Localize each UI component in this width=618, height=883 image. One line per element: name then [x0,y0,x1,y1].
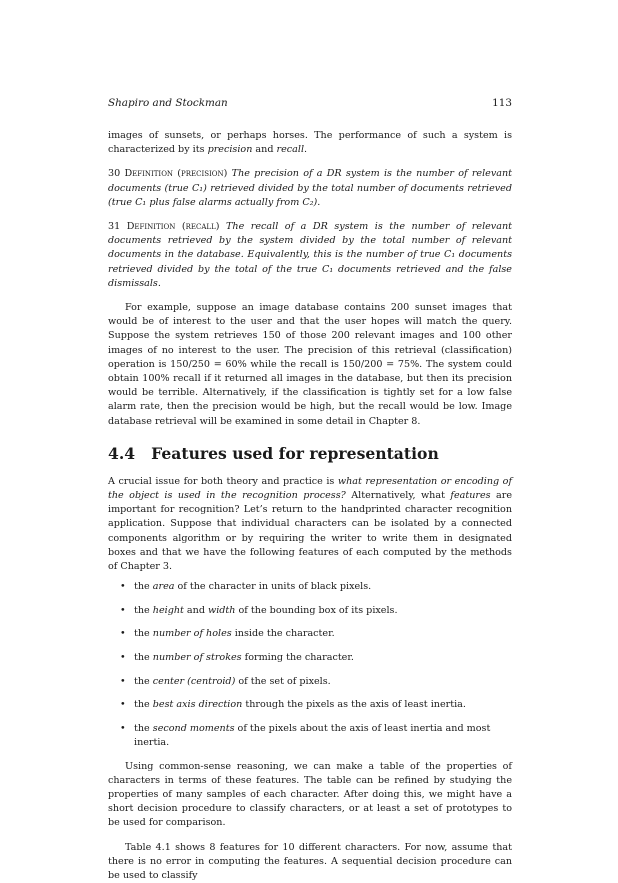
example-paragraph: For example, suppose an image database contains 200 sunset images that would be of interest to the user and that the user hopes will match the query. Suppose the system retrieves 150 of those 200 relevant images and 100 other images of no interest to the user. The precision of this retrieval (classification) operation is 150/250 = 60% while the recall is 150/200 = 75%. The system could obtain 100% recall if it returned all images in the database, but then its precision would be terrible. Alternatively, if the classification is tightly set for a low false alarm rate, then the precision would be high, but the recall would be low. Image database retrieval will be examined in some detail in Chapter 8. [108,302,512,427]
running-header [108,96,512,110]
section-title: Features used for representation [151,443,439,463]
bullet: • [120,652,126,664]
feature-list [108,580,512,750]
list-item: • the second moments of the pixels about the axis of least inertia and most inertia. [120,722,491,749]
page-number: 113 [492,97,512,109]
bullet: • [120,581,126,593]
bullet: • [120,628,126,640]
section-number: 4.4 [108,443,136,463]
intro-paragraph: images of sunsets, or perhaps horses. The performance of such a system is characterized by its precision and recall. [108,130,512,156]
list-item: • the height and width of the bounding box of its pixels. [108,604,512,618]
list-item: • the number of strokes forming the character. [108,651,512,665]
page [108,96,512,883]
list-item: • the center (centroid) of the set of pixels. [108,675,512,689]
header-authors: Shapiro and Stockman [108,97,228,109]
bullet: • [120,604,126,616]
bullet: • [120,722,126,734]
list-item: • the best axis direction through the pixels as the axis of least inertia. [108,698,512,712]
table-paragraph: Table 4.1 shows 8 features for 10 different characters. For now, assume that there is no error in computing the features. A sequential decision procedure can be used to classify [108,841,512,882]
list-item: • the number of holes inside the character. [108,627,512,641]
bullet: • [120,699,126,711]
reasoning-paragraph: Using common-sense reasoning, we can make a table of the properties of characters in terms of these features. The table can be refined by studying the properties of many samples of each character. After doing this, we might have a short decision procedure to classify characters, or at least a set of prototypes to be used for comparison. [108,760,512,829]
section-heading [108,445,512,463]
section-intro-paragraph: A crucial issue for both theory and practice is what representation or encoding of the object is used in the recognition process? Alternatively, what features are important for recognition? Let’s return to the handprinted character recognition application. Suppose that individual characters can be isolated by a connected components algorithm or by requiring the writer to write them in designated boxes and that we have the following features of each computed by the methods of Chapter 3. [108,475,512,573]
definition-recall: 31 Definition (recall) The recall of a DR system is the number of relevant documents retrieved by the system divided by the total number of relevant documents in the database. Equivalently, this is the number of true C₁ documents retrieved divided by the total of the true C₁ documents retrieved and the false dismissals. [108,221,512,289]
bullet: • [120,675,126,687]
list-item: • the area of the character in units of black pixels. [108,580,512,594]
definition-precision: 30 Definition (precision) The precision of a DR system is the number of relevant documents (true C₁) retrieved divided by the total number of documents retrieved (true C₁ plus false alarms actually from C₂). [108,168,512,208]
